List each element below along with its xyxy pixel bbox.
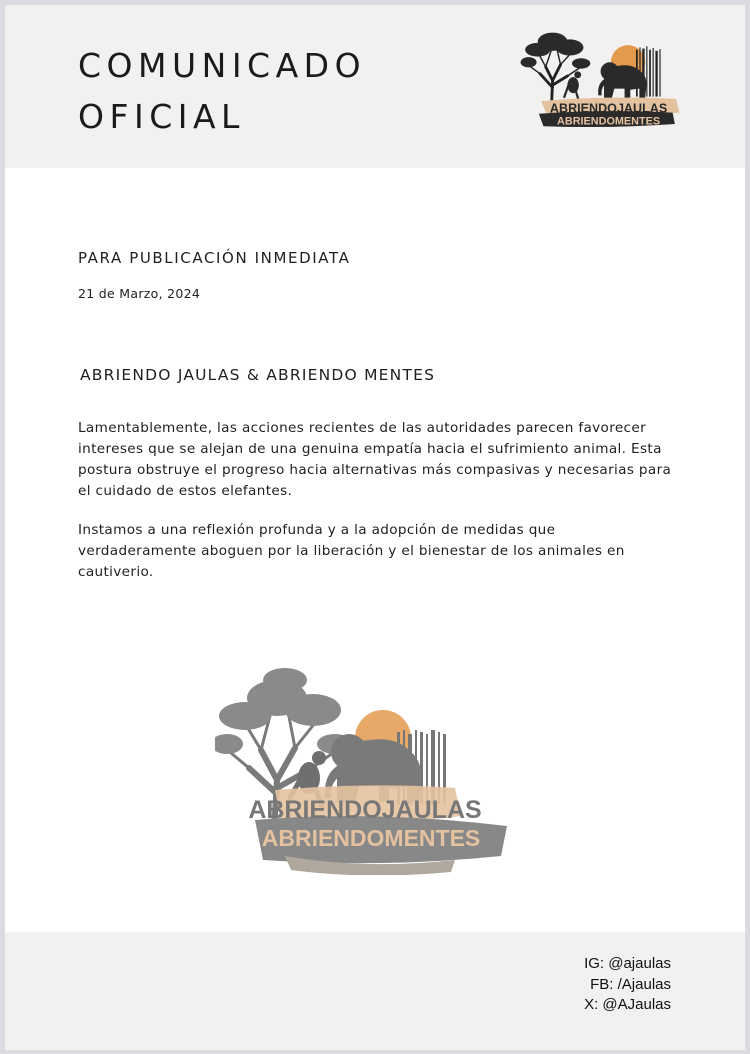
title-line-1: COMUNICADO	[78, 46, 367, 85]
page-title	[78, 40, 366, 142]
section-heading: ABRIENDO JAULAS & ABRIENDO MENTES	[80, 366, 436, 384]
tree-canopy	[521, 33, 591, 69]
organization-logo-watermark	[215, 660, 515, 875]
header-band	[0, 0, 750, 168]
paragraph-1: Lamentablemente, las acciones recientes de las autoridades parecen favorecer intereses que se alejan de una genuina empatía hacia el sufrimiento animal. Esta postura obstruye el progreso hacia alternativas más compasivas y necesarias para el cuidado de estos elefantes.	[78, 420, 672, 499]
logo-line-1: ABRIENDOJAULAS	[549, 101, 668, 116]
facebook-handle: FB: /Ajaulas	[590, 975, 671, 993]
organization-logo-header	[518, 12, 690, 132]
logo-line-2: ABRIENDOMENTES	[261, 825, 481, 851]
social-contacts	[584, 954, 671, 1016]
tree-canopy	[215, 668, 353, 754]
instagram-handle: IG: @ajaulas	[584, 955, 671, 972]
logo-line-2: ABRIENDOMENTES	[557, 115, 661, 128]
release-label: PARA PUBLICACIÓN INMEDIATA	[78, 249, 351, 267]
x-handle: X: @AJaulas	[584, 996, 671, 1013]
logo-line-1: ABRIENDOJAULAS	[248, 796, 482, 824]
paragraph-2: Instamos a una reflexión profunda y a la adopción de medidas que verdaderamente aboguen por la liberación y el bienestar de los animales en cautiverio.	[78, 522, 625, 580]
title-line-2: OFICIAL	[78, 97, 245, 136]
release-date: 21 de Marzo, 2024	[78, 286, 201, 301]
